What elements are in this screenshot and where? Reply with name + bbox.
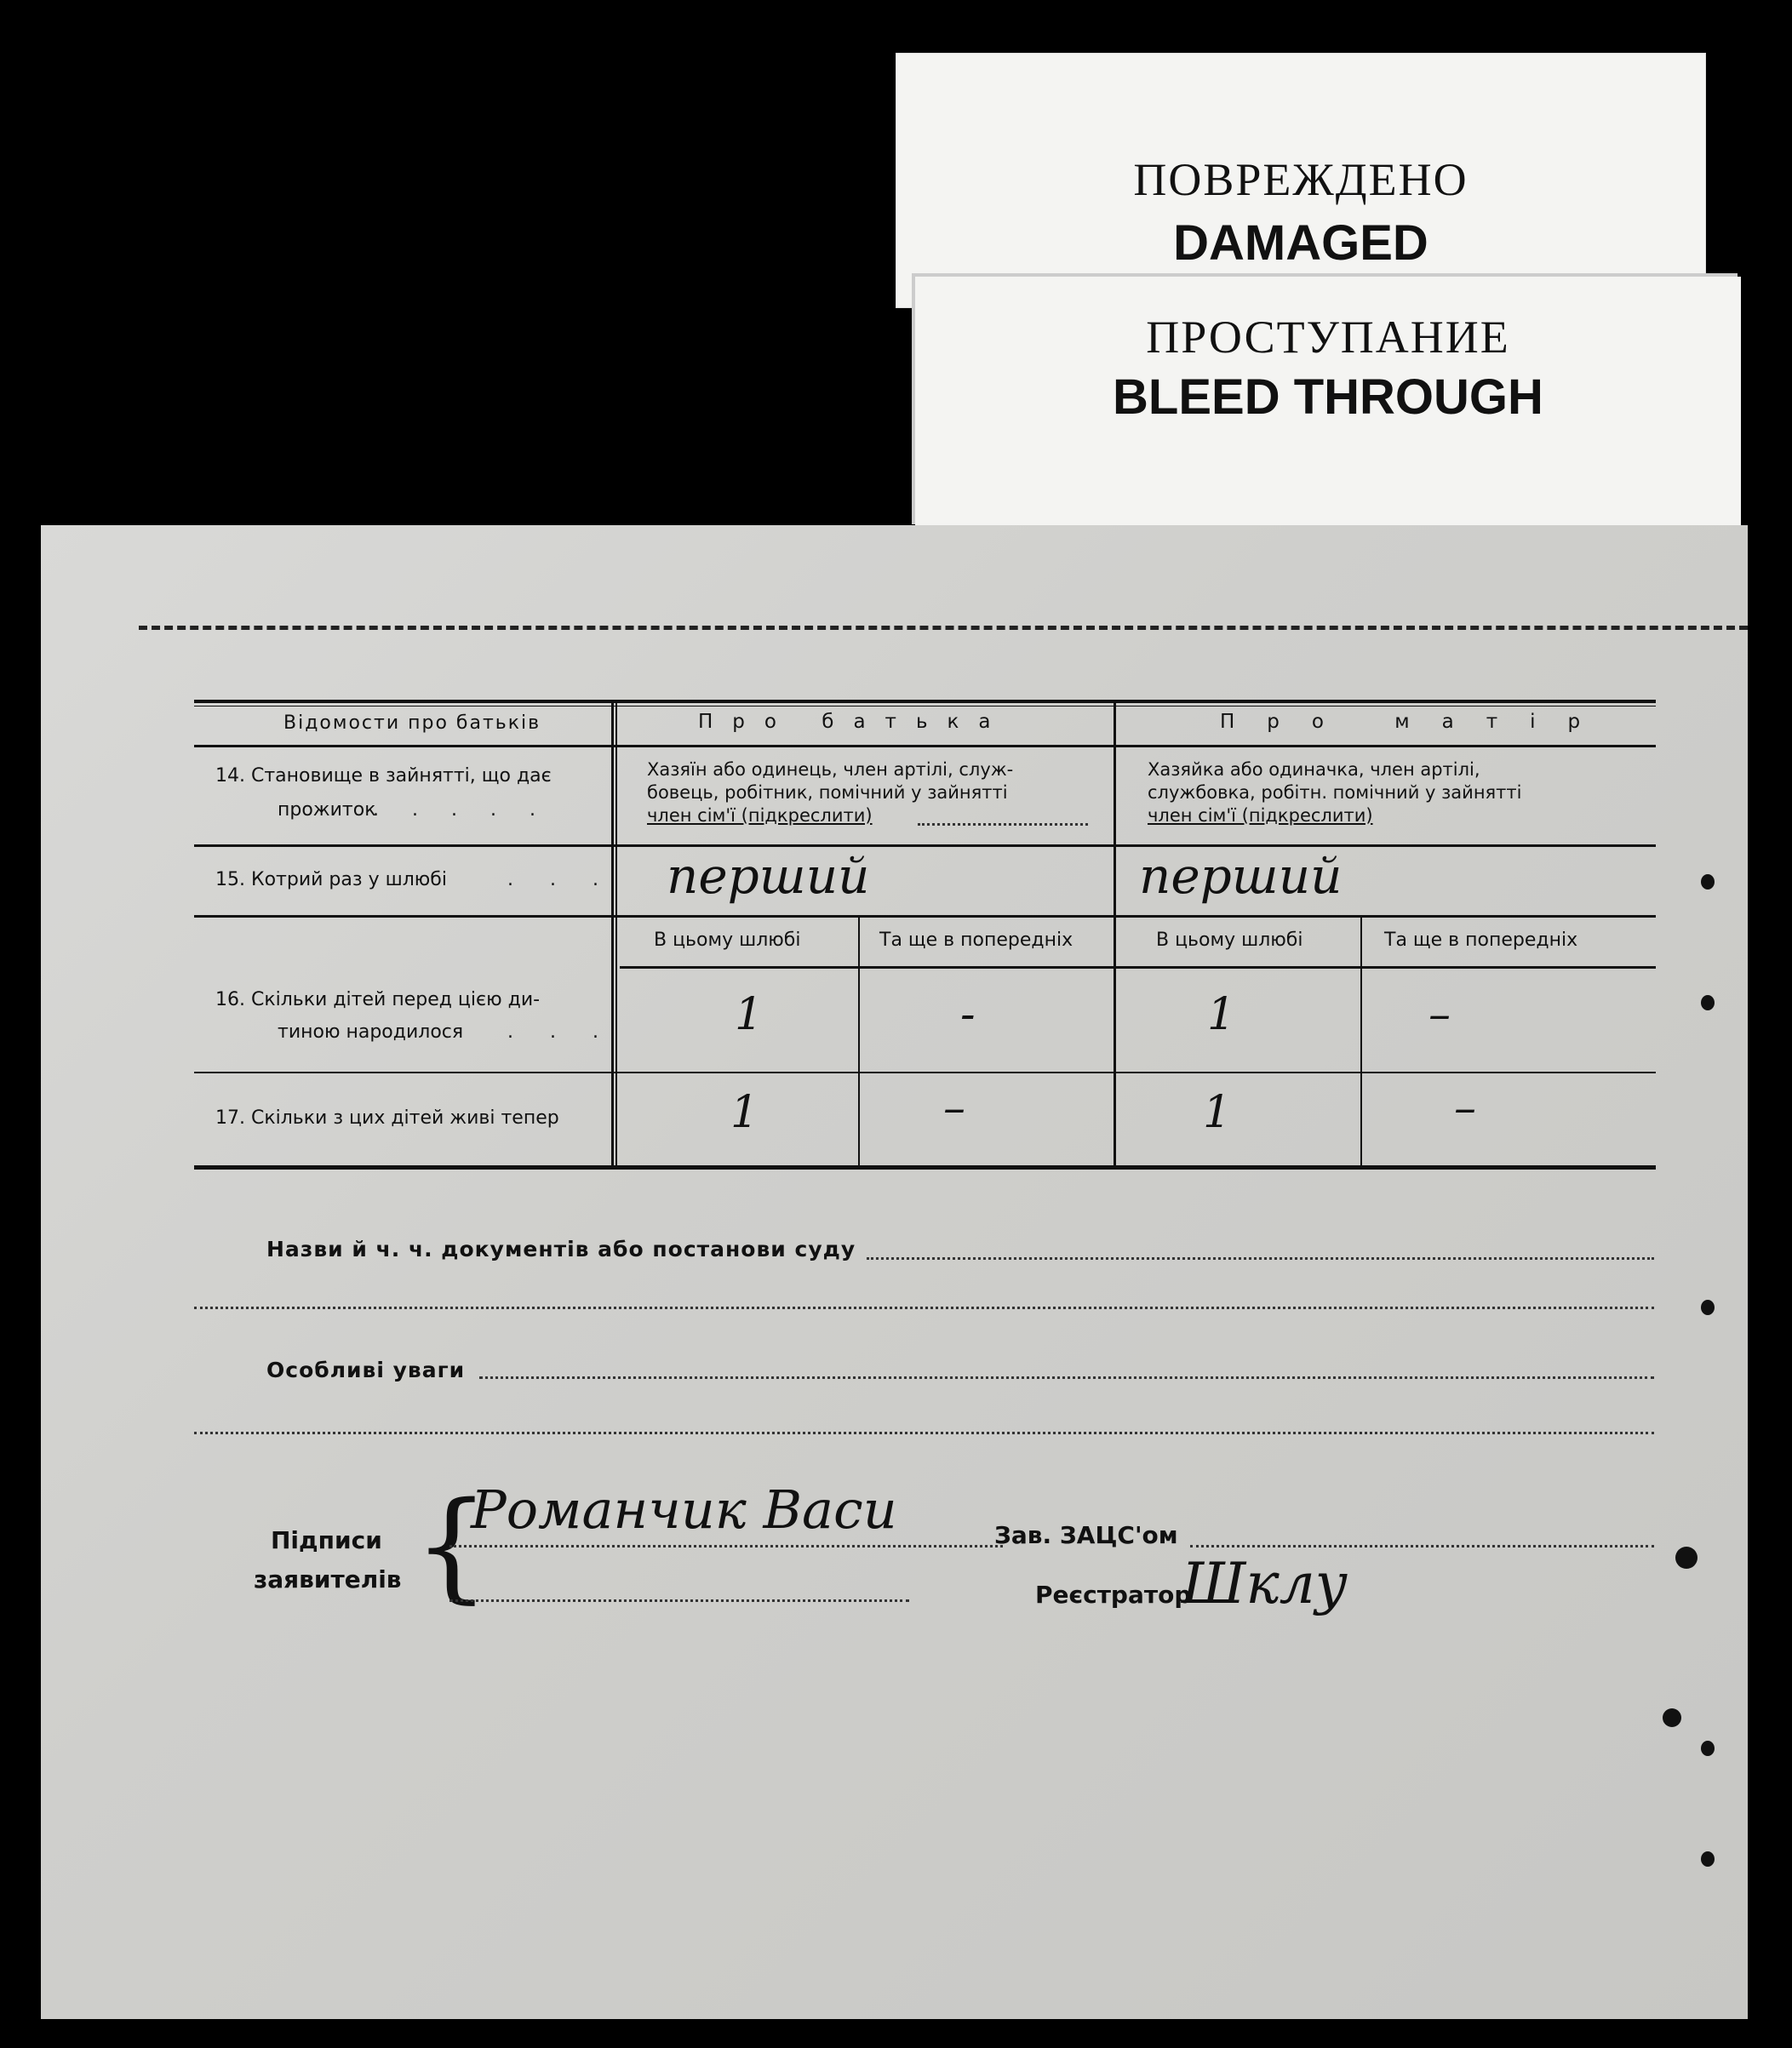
applicant-signature-line-2	[449, 1599, 909, 1602]
row14-father-text: Хазяїн або одинець, член артілі, служ-	[647, 759, 1014, 780]
row15-father-handwritten: перший	[667, 847, 870, 905]
father-previous-header: Та ще в попередніх	[879, 930, 1073, 951]
mother-previous-header: Та ще в попередніх	[1384, 930, 1578, 951]
row16-mother-this: 1	[1207, 989, 1236, 1040]
row16-father-this: 1	[735, 989, 764, 1040]
row16-label: 16. Скільки дітей перед цією ди-	[215, 989, 541, 1010]
notes-label: Особливі уваги	[266, 1358, 466, 1382]
binding-hole-torn	[1663, 1708, 1681, 1727]
table-subheader-rule	[620, 966, 1656, 969]
table-vline	[1114, 702, 1116, 1167]
table-top-rule	[194, 700, 1656, 703]
binding-hole	[1701, 1741, 1715, 1756]
bleed-through-tag-en: BLEED THROUGH	[1113, 369, 1543, 425]
row14-mother-text: службовка, робітн. помічний у зайнятті	[1148, 782, 1522, 803]
head-line	[1190, 1545, 1654, 1547]
perforation-line	[139, 626, 1748, 630]
row16-label-dots: . . .	[507, 1021, 614, 1043]
head-label: Зав. ЗАЦС'ом	[994, 1521, 1178, 1549]
notes-line	[479, 1376, 1654, 1379]
documents-label: Назви й ч. ч. документів або постанови суду	[266, 1237, 856, 1261]
table-top-rule-thin	[194, 706, 1656, 707]
signatures-label	[254, 1521, 402, 1599]
form-sheet	[41, 525, 1748, 2019]
table-row14-rule	[194, 844, 1656, 847]
row14-label: 14. Становище в зайнятті, що дає	[215, 765, 552, 787]
row16-father-prev: -	[960, 989, 976, 1040]
applicant-signature: Романчик Васи	[471, 1479, 897, 1541]
row16-label-cont: тиною народилося	[278, 1021, 464, 1043]
binding-hole	[1701, 1300, 1715, 1315]
parents-header: Відомости про батьків	[283, 712, 541, 734]
registrar-signature: Шклу	[1182, 1551, 1348, 1616]
signatures-label-line1: Підписи	[271, 1526, 382, 1554]
table-row16-rule	[194, 1072, 1656, 1073]
binding-hole	[1701, 874, 1715, 890]
father-this-marriage-header: В цьому шлюбі	[654, 930, 801, 951]
table-vline	[858, 918, 860, 1167]
row15-mother-handwritten: перший	[1139, 847, 1343, 905]
table-bottom-rule	[194, 1165, 1656, 1170]
signatures-brace: {	[414, 1477, 490, 1616]
binding-hole-torn	[1675, 1547, 1698, 1569]
row14-mother-text: Хазяйка або одиначка, член артілі,	[1148, 759, 1480, 780]
binding-hole	[1701, 1851, 1715, 1867]
row17-mother-this: 1	[1203, 1087, 1232, 1138]
notes-line-2	[194, 1432, 1654, 1434]
bleed-through-tag-ru: ПРОСТУПАНИЕ	[1146, 312, 1510, 363]
binding-hole	[1701, 995, 1715, 1010]
row17-father-this: 1	[730, 1087, 759, 1138]
row14-father-text: член сім'ї (підкреслити)	[647, 805, 873, 826]
signatures-label-line2: заявителів	[254, 1565, 402, 1593]
mother-header: Про матір	[1220, 711, 1613, 733]
row14-mother-text: член сім'ї (підкреслити)	[1148, 805, 1373, 826]
bleed-through-tag	[915, 277, 1741, 528]
table-row15-rule	[194, 915, 1656, 918]
registrar-label: Реєстратор	[1035, 1581, 1192, 1609]
documents-line-2	[194, 1307, 1654, 1309]
damaged-tag	[896, 53, 1706, 308]
applicant-signature-line	[449, 1545, 1003, 1547]
damaged-tag-en: DAMAGED	[1173, 215, 1428, 271]
table-vline	[1360, 918, 1362, 1167]
row15-label-dots: . . .	[507, 869, 614, 890]
row14-father-dots	[918, 823, 1088, 826]
row14-label-dots: . . . . .	[373, 799, 549, 821]
table-vline	[611, 702, 614, 1167]
table-vline-double	[615, 702, 617, 1167]
mother-this-marriage-header: В цьому шлюбі	[1156, 930, 1303, 951]
row14-father-text: бовець, робітник, помічний у зайнятті	[647, 782, 1008, 803]
row17-mother-prev: –	[1454, 1083, 1476, 1134]
damaged-tag-ru: ПОВРЕЖДЕНО	[1133, 154, 1469, 205]
father-header: Про батька	[698, 711, 1011, 733]
row16-mother-prev: –	[1428, 989, 1451, 1040]
row17-father-prev: –	[943, 1083, 965, 1134]
row17-label: 17. Скільки з цих дітей живі тепер	[215, 1107, 559, 1129]
row15-label: 15. Котрий раз у шлюбі	[215, 869, 447, 890]
table-header-rule	[194, 745, 1656, 747]
row14-label-cont: прожиток	[278, 799, 376, 821]
documents-line	[867, 1257, 1654, 1260]
